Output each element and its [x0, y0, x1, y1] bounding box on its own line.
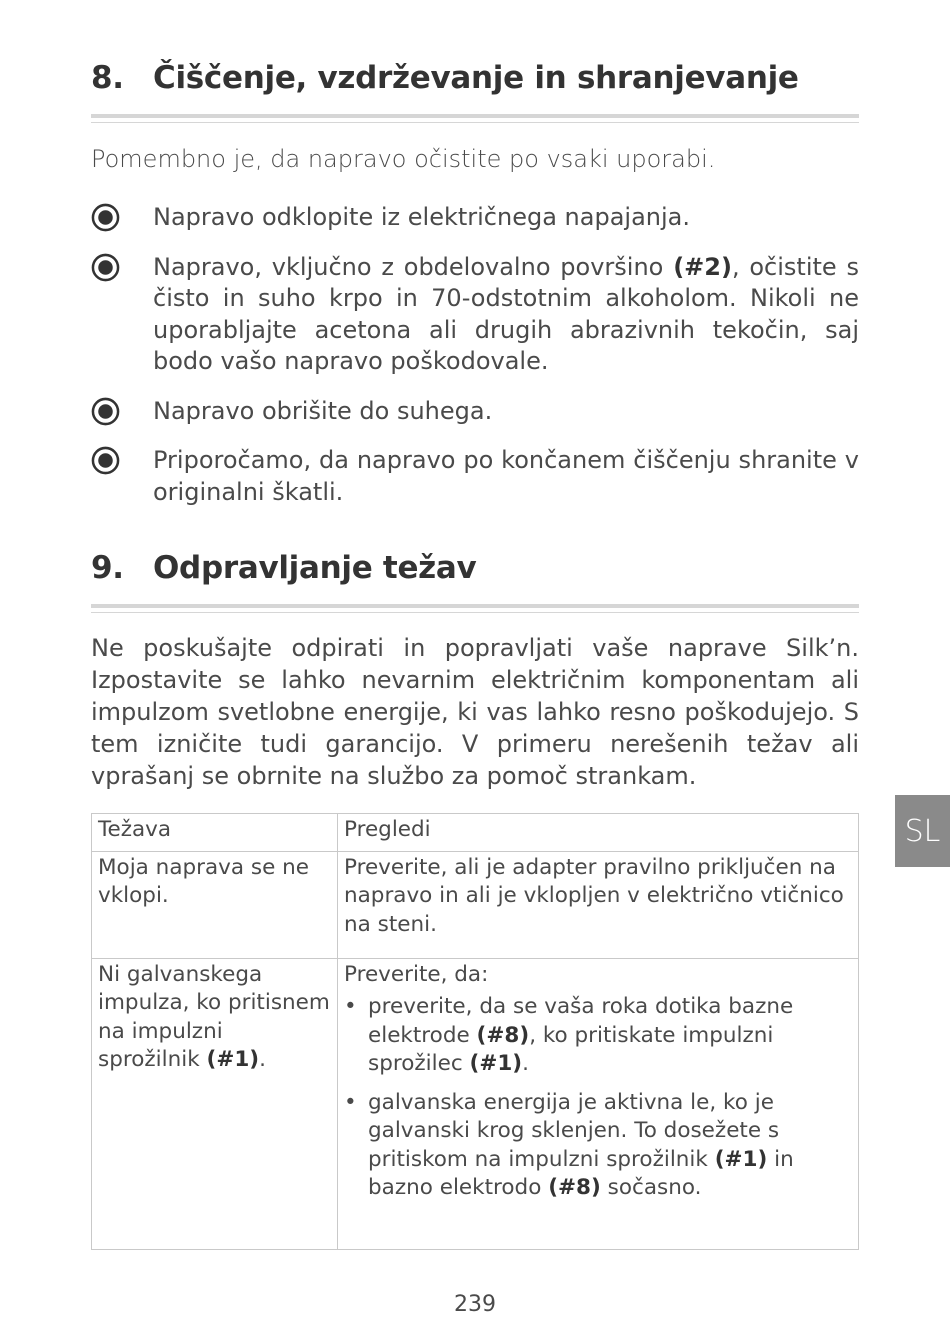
list-item-text: Napravo odklopite iz električnega napajanja.	[153, 203, 690, 231]
list-item	[91, 396, 859, 428]
table-row	[92, 851, 859, 958]
part-reference: (#1)	[206, 1047, 260, 1072]
page-number: 239	[454, 1292, 496, 1317]
list-item-text: Napravo obrišite do suhega.	[153, 396, 493, 425]
list-item-text: in bazno elektrodo	[368, 1146, 794, 1200]
problem-cell: Moja naprava se ne vklopi.	[92, 851, 338, 958]
bullet-dot: •	[344, 1089, 357, 1115]
radio-bullet-icon	[91, 446, 120, 475]
part-reference: (#8)	[476, 1022, 530, 1048]
list-item-text: Napravo, vključno z obdelovalno površino	[153, 252, 674, 281]
part-reference: (#8)	[548, 1175, 601, 1200]
list-item-text: , ko pritiskate impulzni sprožilec	[368, 1022, 774, 1076]
section-title: Čiščenje, vzdrževanje in shranjevanje	[153, 60, 799, 96]
column-header-checks: Pregledi	[338, 814, 859, 852]
language-tab: SL	[895, 795, 950, 867]
list-item	[344, 993, 852, 1079]
list-item-text: preverite, da se vaša roka dotika bazne elektrode	[368, 994, 794, 1048]
check-cell: Preverite, ali je adapter pravilno priključen na napravo in ali je vklopljen v električno vtičnico na steni.	[338, 851, 859, 958]
heading-rule	[91, 114, 859, 123]
check-list	[344, 993, 852, 1203]
list-item-text: , očistite s čisto in suho krpo in 70-odstotnim alkoholom. Nikoli ne uporabljajte acetona ali drugih abrazivnih tekočin, saj bodo vašo napravo poškodovale.	[153, 252, 859, 375]
problem-text: .	[259, 1047, 266, 1072]
check-cell	[338, 958, 859, 1249]
bullet-dot: •	[344, 994, 357, 1019]
table-row	[92, 958, 859, 1249]
radio-bullet-icon	[91, 397, 120, 426]
column-header-problem: Težava	[92, 814, 338, 852]
troubleshooting-table	[91, 813, 859, 1250]
part-reference: (#1)	[469, 1051, 523, 1076]
troubleshooting-paragraph: Ne poskušajte odpirati in popravljati vaše naprave Silk’n. Izpostavite se lahko nevarnim električnim komponentam ali impulzom svetlobne energije, ki vas lahko resno poškodujejo. S tem izničite tudi garancijo. V primeru nerešenih težav ali vprašanj se obrnite na službo za pomoč strankam.	[91, 634, 859, 790]
list-item-text: .	[522, 1051, 529, 1076]
problem-text: Ni galvanskega impulza, ko pritisnem na impulzni sprožilnik	[98, 961, 330, 1072]
radio-bullet-icon	[91, 253, 120, 282]
list-item-text: Priporočamo, da napravo po končanem čiščenju shranite v originalni škatli.	[153, 446, 859, 506]
list-item	[344, 1089, 852, 1203]
problem-cell	[92, 958, 338, 1249]
section-number: 9.	[91, 550, 124, 586]
list-item-text: galvanska energija je aktivna le, ko je galvanski krog sklenjen. To dosežete s pritiskom na impulzni sprožilnik	[368, 1089, 780, 1172]
list-item	[91, 202, 859, 234]
section-9-title	[91, 550, 859, 586]
intro-paragraph: Pomembno je, da napravo očistite po vsaki uporabi.	[91, 145, 716, 173]
radio-bullet-icon	[91, 203, 120, 232]
section-8-title	[91, 60, 859, 96]
heading-rule	[91, 604, 859, 613]
section-title: Odpravljanje težav	[153, 550, 477, 586]
section-8-heading	[91, 60, 859, 123]
part-reference: (#1)	[714, 1146, 768, 1172]
cleaning-steps-list	[91, 202, 859, 526]
section-number: 8.	[91, 60, 124, 96]
table-header-row	[92, 814, 859, 852]
list-item-text: sočasno.	[600, 1175, 702, 1200]
list-item	[91, 445, 859, 508]
list-item	[91, 252, 859, 378]
section-9-heading	[91, 550, 859, 613]
check-intro: Preverite, da:	[344, 961, 489, 987]
part-reference: (#2)	[673, 252, 732, 281]
